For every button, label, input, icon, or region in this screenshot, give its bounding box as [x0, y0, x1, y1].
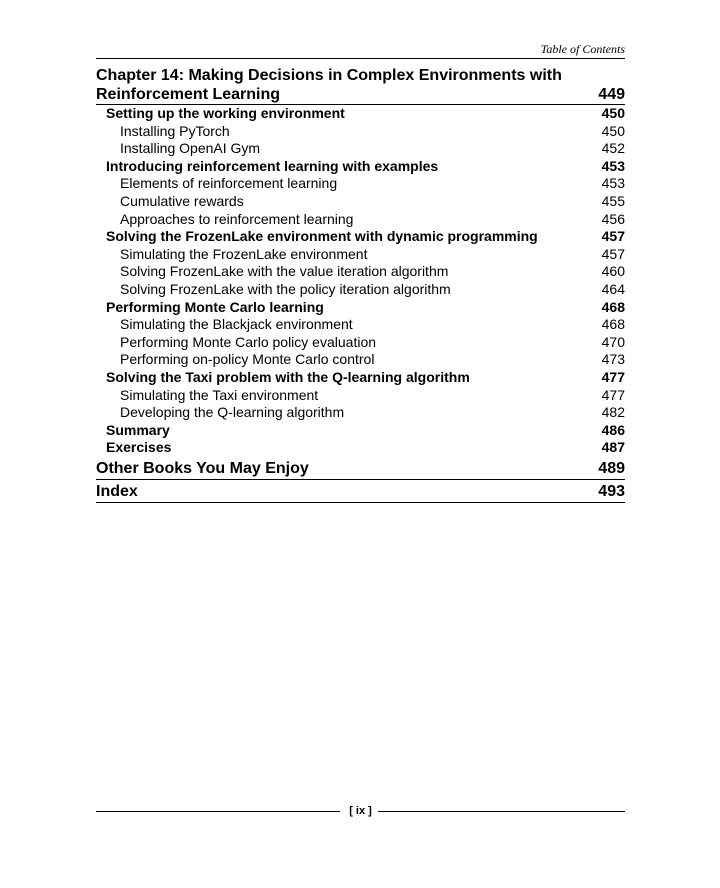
entry-label: Exercises	[106, 439, 172, 456]
entry-label: Simulating the FrozenLake environment	[120, 245, 368, 262]
entry-page-number: 452	[601, 140, 625, 157]
chapter-title-row	[96, 85, 625, 105]
entry-page-number: 482	[601, 404, 625, 421]
entry-page-number: 457	[601, 228, 625, 245]
toc-section-entry	[96, 105, 625, 123]
entry-label: Approaches to reinforcement learning	[120, 210, 354, 227]
toc-subsection-entry	[96, 193, 625, 211]
toc-section-entry	[96, 158, 625, 176]
entry-label: Solving the Taxi problem with the Q-learning algorithm	[106, 368, 470, 385]
entry-page-number: 453	[601, 175, 625, 192]
entry-label: Performing Monte Carlo policy evaluation	[120, 333, 377, 350]
entry-label: Summary	[106, 421, 170, 438]
toc-backmatter-entry	[96, 482, 625, 503]
entry-page-number: 450	[601, 122, 625, 139]
entry-page-number: 477	[601, 386, 625, 403]
entry-label: Installing PyTorch	[120, 122, 230, 139]
toc-section-entry	[96, 439, 625, 457]
entry-page-number: 473	[601, 351, 625, 368]
toc-subsection-entry	[96, 404, 625, 422]
entry-label: Solving FrozenLake with the value iteration algorithm	[120, 263, 449, 280]
entry-label: Elements of reinforcement learning	[120, 175, 338, 192]
back-matter	[96, 459, 625, 503]
entry-page-number: 477	[601, 368, 625, 385]
entry-label: Performing on-policy Monte Carlo control	[120, 351, 375, 368]
toc-subsection-entry	[96, 334, 625, 352]
entry-label: Simulating the Taxi environment	[120, 386, 319, 403]
entry-page-number: 455	[601, 192, 625, 209]
toc-subsection-entry	[96, 175, 625, 193]
header-title: Table of Contents	[540, 42, 625, 56]
running-header	[96, 41, 625, 59]
entry-label: Solving the FrozenLake environment with dynamic programming	[106, 228, 538, 245]
entry-page-number: 456	[601, 210, 625, 227]
entry-page-number: 450	[601, 105, 625, 121]
entry-label: Cumulative rewards	[120, 192, 244, 209]
entry-label: Simulating the Blackjack environment	[120, 316, 353, 333]
entry-page-number: 468	[601, 298, 625, 315]
entry-label: Developing the Q-learning algorithm	[120, 404, 345, 421]
chapter-page-number: 449	[598, 86, 625, 103]
entry-page-number: 460	[601, 263, 625, 280]
toc-section-entry	[96, 228, 625, 246]
toc-section-entry	[96, 299, 625, 317]
entry-label: Installing OpenAI Gym	[120, 140, 261, 157]
entry-label: Solving FrozenLake with the policy iteration algorithm	[120, 280, 451, 297]
entry-page-number: 453	[601, 157, 625, 174]
entry-page-number: 464	[601, 280, 625, 297]
entry-label: Setting up the working environment	[106, 105, 345, 121]
chapter-title-line1: Chapter 14: Making Decisions in Complex Environments with	[96, 67, 562, 84]
toc-entries	[96, 105, 625, 457]
toc-subsection-entry	[96, 140, 625, 158]
entry-page-number: 457	[601, 245, 625, 262]
entry-page-number: 487	[601, 439, 625, 456]
chapter-title-line2: Reinforcement Learning	[96, 86, 281, 103]
footer-page-text: [ ix ]	[345, 805, 376, 817]
chapter-heading	[96, 66, 625, 105]
toc-subsection-entry	[96, 281, 625, 299]
toc-subsection-entry	[96, 387, 625, 405]
page-footer	[96, 803, 625, 819]
toc-subsection-entry	[96, 263, 625, 281]
entry-label: Introducing reinforcement learning with examples	[106, 157, 439, 174]
entry-page-number: 468	[601, 316, 625, 333]
entry-label: Performing Monte Carlo learning	[106, 298, 324, 315]
table-of-contents	[96, 66, 625, 503]
toc-subsection-entry	[96, 351, 625, 369]
toc-section-entry	[96, 422, 625, 440]
entry-label: Other Books You May Enjoy	[96, 459, 309, 477]
toc-subsection-entry	[96, 123, 625, 141]
footer-page-number	[96, 803, 625, 819]
toc-backmatter-entry	[96, 459, 625, 480]
entry-page-number: 486	[601, 421, 625, 438]
entry-label: Index	[96, 482, 138, 500]
entry-page-number: 493	[598, 482, 625, 500]
toc-section-entry	[96, 369, 625, 387]
toc-subsection-entry	[96, 316, 625, 334]
toc-subsection-entry	[96, 246, 625, 264]
entry-page-number: 489	[598, 459, 625, 477]
entry-page-number: 470	[601, 333, 625, 350]
toc-subsection-entry	[96, 211, 625, 229]
